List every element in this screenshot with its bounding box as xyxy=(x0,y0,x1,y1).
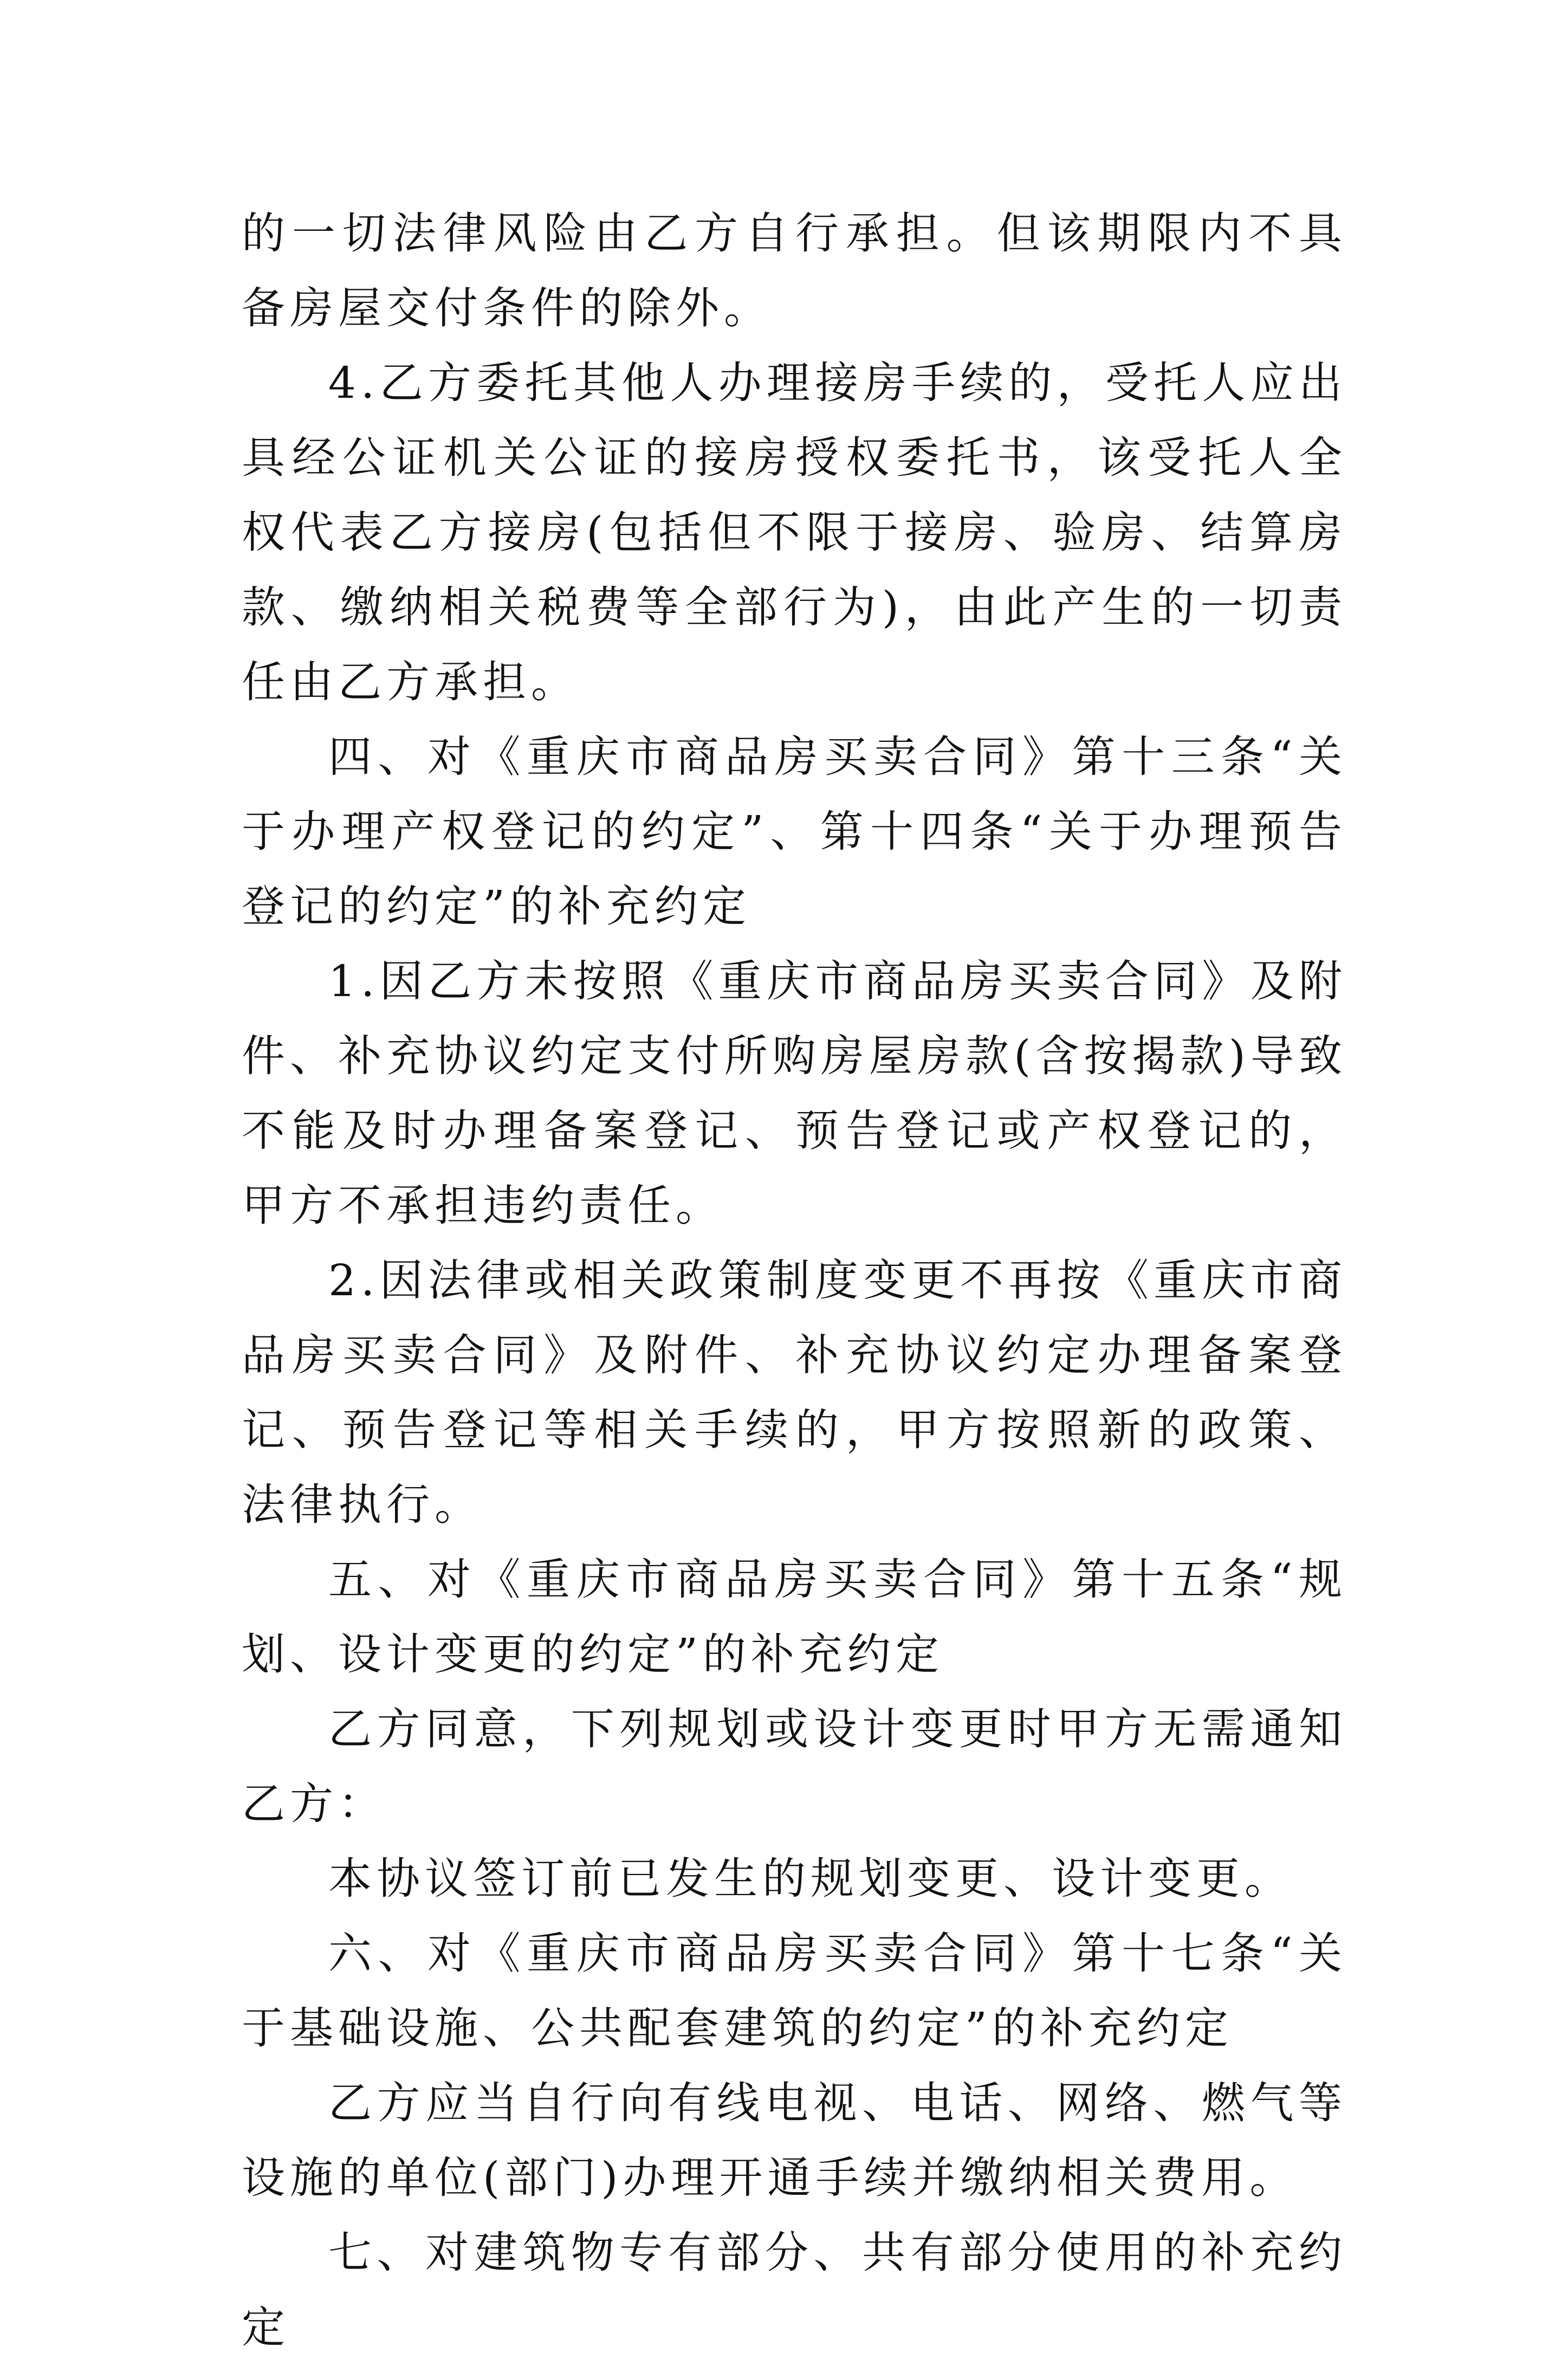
paragraph-planning-change: 本协议签订前已发生的规划变更、设计变更。 xyxy=(328,1853,1293,1904)
section-heading-six: 六、对《重庆市商品房买卖合同》第十七条“关于基础设施、公共配套建筑的约定”的补充约定 xyxy=(242,1928,1347,2053)
document-body xyxy=(242,196,1347,2365)
paragraph-risk-clause: 的一切法律风险由乙方自行承担。但该期限内不具备房屋交付条件的除外。 xyxy=(242,208,1347,333)
paragraph-utilities: 乙方应当自行向有线电视、电话、网络、燃气等设施的单位(部门)办理开通手续并缴纳相关费用。 xyxy=(242,2078,1347,2203)
section-heading-four: 四、对《重庆市商品房买卖合同》第十三条“关于办理产权登记的约定”、第十四条“关于办理预告登记的约定”的补充约定 xyxy=(242,732,1347,932)
paragraph-planning-consent: 乙方同意，下列规划或设计变更时甲方无需通知乙方： xyxy=(242,1704,1347,1829)
paragraph-entrust-clause: 4.乙方委托其他人办理接房手续的，受托人应出具经公证机关公证的接房授权委托书，该受托人全权代表乙方接房(包括但不限于接房、验房、结算房款、缴纳相关税费等全部行为)，由此产生的一切责任由乙方承担。 xyxy=(242,358,1347,707)
paragraph-registration-item-1: 1.因乙方未按照《重庆市商品房买卖合同》及附件、补充协议约定支付所购房屋房款(含按揭款)导致不能及时办理备案登记、预告登记或产权登记的，甲方不承担违约责任。 xyxy=(242,956,1347,1231)
paragraph-registration-item-2: 2.因法律或相关政策制度变更不再按《重庆市商品房买卖合同》及附件、补充协议约定办理备案登记、预告登记等相关手续的，甲方按照新的政策、法律执行。 xyxy=(242,1255,1347,1530)
section-heading-seven: 七、对建筑物专有部分、共有部分使用的补充约定 xyxy=(242,2227,1347,2353)
section-heading-five: 五、对《重庆市商品房买卖合同》第十五条“规划、设计变更的约定”的补充约定 xyxy=(242,1554,1347,1679)
